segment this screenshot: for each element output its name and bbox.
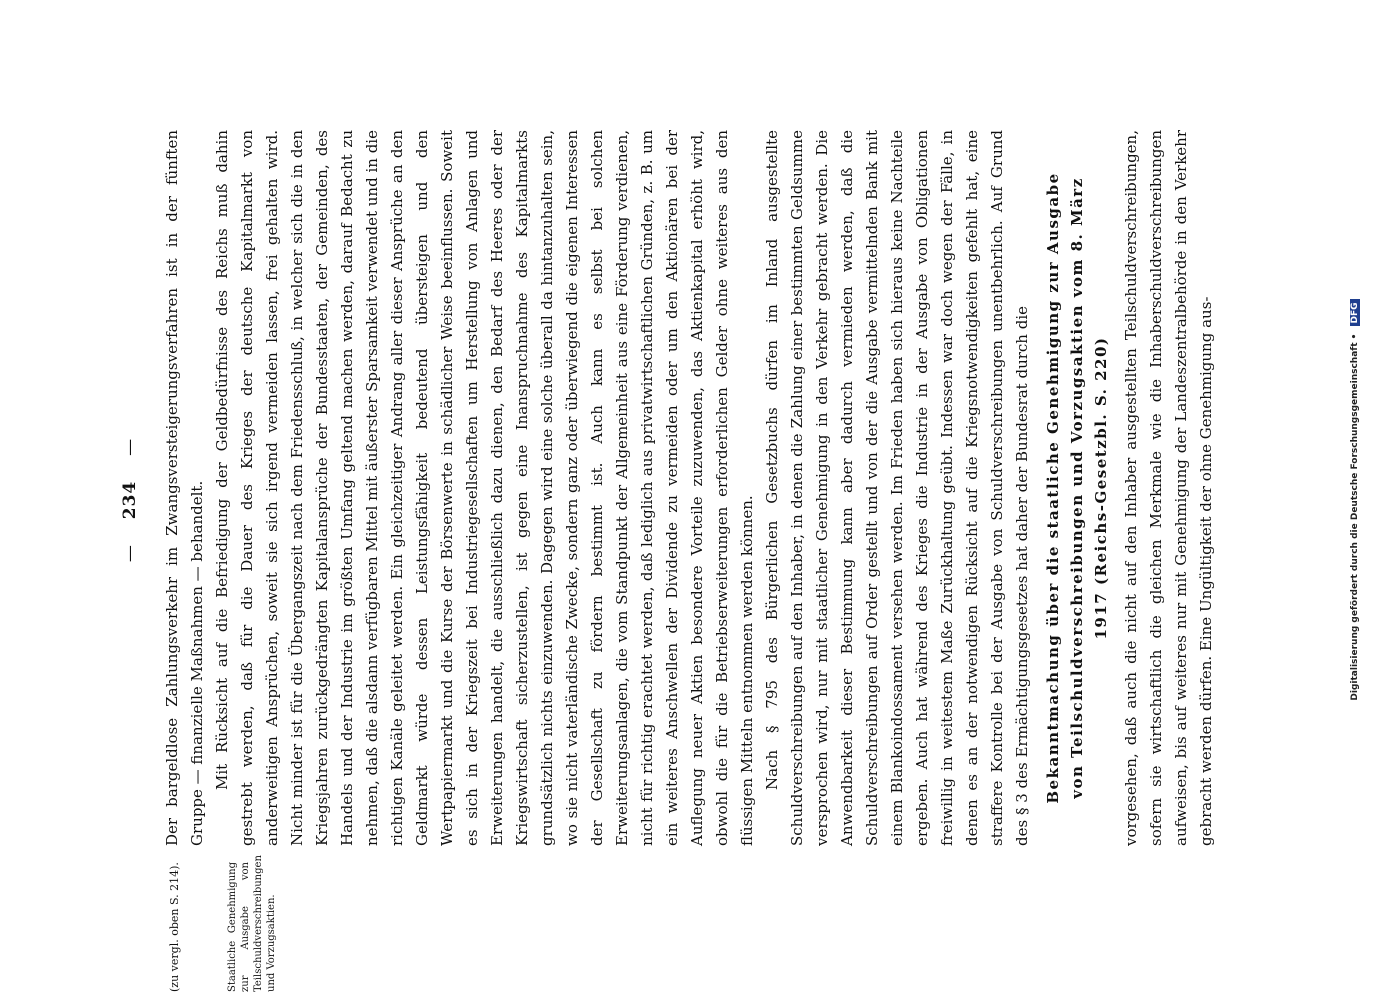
paragraph-2: Mit Rücksicht auf die Befriedigung der Geldbedürfnisse des Reichs muß dahin gestrebt werden, daß für die Dauer des Krieges der deutsche Kapitalmarkt von anderweitigen Ansprüchen, soweit sie sich irgend vermeiden lassen, frei gehalten wird. Nicht minder ist für die Übergangszeit nach dem Friedensschluß, in welcher sich die in den Kriegsjahren zurückgedrängten Kapitalansprüche der Bundesstaaten, der Gemeinden, des Handels und der Industrie im größten Umfang geltend machen werden, darauf Bedacht zu nehmen, daß die alsdann verfügbaren Mittel mit äußerster Sparsamkeit verwendet und in die richtigen Kanäle geleitet werden. Ein gleichzeitiger Andrang aller dieser Ansprüche an den Geldmarkt würde dessen Leistungsfähigkeit bedeutend übersteigen und den Wertpapiermarkt und die Kurse der Börsenwerte in schädlicher Weise beeinflussen. Soweit es sich in der Kriegszeit bei Industriegesellschaften um Herstellung von Anlagen und Erweiterungen handelt, die ausschließlich dazu dienen, den Bedarf des Heeres oder der Kriegswirtschaft sicherzustellen, ist gegen eine Inanspruchnahme des Kapitalmarkts grundsätzlich nichts einzuwenden. Dagegen wird eine solche überall da hintanzuhalten sein, wo sie nicht vaterländische Zwecke, sondern ganz oder überwiegend die eigenen Interessen der Gesellschaft zu fördern bestimmt ist. Auch kann es selbst bei solchen Erweiterungsanlagen, die vom Standpunkt der Allgemeinheit aus eine Förderung verdienen, nicht für richtig erachtet werden, daß lediglich aus privatwirtschaftlichen Gründen, z. B. um ein weiteres Anschwellen der Dividende zu vermeiden oder um den Aktionären bei der Auflegung neuer Aktien besondere Vorteile zuzuwenden, das Aktienkapital erhöht wird, obwohl die für die Betriebserweiterungen erforderlichen Gelder ohne weiteres aus den flüssigen Mitteln entnommen werden können. <box>213 130 756 846</box>
credit-separator: • <box>1350 333 1360 340</box>
margin-note: Staatliche Genehmigung zur Ausgabe von Teilschuldverschreibungen und Vorzugsaktien. <box>227 855 277 992</box>
body-text <box>160 130 1219 846</box>
header-dash-left: — <box>120 544 140 563</box>
header-dash-right: — <box>120 437 140 456</box>
paragraph-4: vorgesehen, daß auch die nicht auf den Inhaber ausgestellten Teilschuldverschreibungen, sofern sie wirtschaftlich die gleichen Merkmale wie die Inhaberschuldverschreibungen aufweisen, bis auf weiteres nur mit Genehmigung der Landeszentralbehörde in den Verkehr gebracht werden dürfen. Eine Ungültigkeit der ohne Genehmigung aus- <box>1122 130 1215 846</box>
dfg-logo: DFG <box>1350 299 1360 326</box>
page-number: 234 <box>120 480 140 520</box>
margin-reference: (zu vergl. oben S. 214). <box>168 862 181 992</box>
paragraph-3: Nach § 795 des Bürgerlichen Gesetzbuchs dürfen im Inland ausgestellte Schuldverschreibungen auf den Inhaber, in denen die Zahlung einer bestimmten Geldsumme versprochen wird, nur mit staatlicher Genehmigung in den Verkehr gebracht werden. Die Anwendbarkeit dieser Bestimmung kann aber dadurch vermieden werden, daß die Schuldverschreibungen auf Order gestellt und von der die Ausgabe vermittelnden Bank mit einem Blankoindossament versehen werden. Im Frieden haben sich hieraus keine Nachteile ergeben. Auch hat während des Krieges die Industrie in der Ausgabe von Obligationen freiwillig in weitestem Maße Zurückhaltung geübt. Indessen war doch wegen der Fälle, in denen es an der notwendigen Rücksicht auf die Kriegsnotwendigkeiten gefehlt hat, eine straffere Kontrolle bei der Ausgabe von Schuldverschreibungen unentbehrlich. Auf Grund des § 3 des Ermächtigungsgesetzes hat daher der Bundesrat durch die <box>763 130 1031 846</box>
notice-title: Bekanntmachung über die staatliche Genehmigung zur Ausgabe von Teilschuldverschreibungen und Vorzugsaktien vom 8. März 1917 (Reichs-Gesetzbl. S. 220) <box>1044 172 1110 804</box>
paragraph-1: Der bargeldlose Zahlungsverkehr im Zwangsversteigerungsverfahren ist in der fünften Gruppe — finanzielle Maßnahmen — behandelt. <box>163 130 206 846</box>
credit-text: Digitalisierung gefördert durch die Deutsche Forschungsgemeinschaft <box>1350 342 1360 701</box>
digitization-credit <box>1350 0 1360 1000</box>
page-header <box>120 0 140 1000</box>
